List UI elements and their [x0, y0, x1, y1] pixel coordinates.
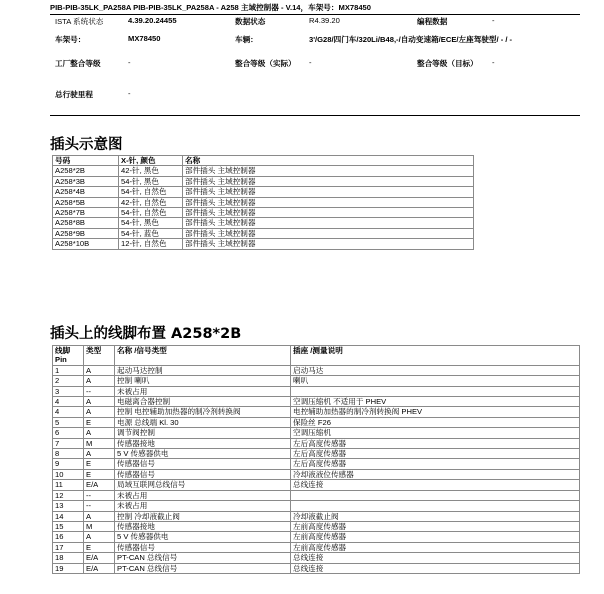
connector-code: A258*10B	[53, 239, 119, 249]
table-header-row	[53, 346, 580, 366]
ista-version: 4.39.20.24455	[128, 16, 177, 25]
pin-number: 4	[53, 407, 84, 417]
pin-number: 13	[53, 501, 84, 511]
pin-signal: 控制 喇叭	[115, 376, 291, 386]
table-row	[53, 501, 580, 511]
pin-number: 11	[53, 480, 84, 490]
connector-name: 部件插头 主域控制器	[183, 197, 474, 207]
pin-type: --	[84, 490, 115, 500]
connector-pins: 42-针, 黑色	[119, 166, 183, 176]
pin-description: 电控辅助加热器的制冷剂转换阀 PHEV	[291, 407, 580, 417]
connector-pins: 42-针, 自然色	[119, 197, 183, 207]
info-label: ISTA 系统状态	[55, 17, 104, 26]
pin-signal: 5 V 传感器供电	[115, 532, 291, 542]
column-header: 类型	[84, 346, 115, 366]
pin-signal: 电源 总线端 Kl. 30	[115, 417, 291, 427]
table-row	[53, 449, 580, 459]
connector-code: A258*8B	[53, 218, 119, 228]
pin-signal: 未被占用	[115, 386, 291, 396]
table-row	[53, 197, 474, 207]
pin-type: A	[84, 428, 115, 438]
pin-number: 18	[53, 553, 84, 563]
pin-description: 总线连接	[291, 563, 580, 573]
connector-code: A258*2B	[53, 166, 119, 176]
pin-signal: 起动马达控制	[115, 365, 291, 375]
table-row	[53, 521, 580, 531]
column-header: 插座 /测量说明	[291, 346, 580, 366]
connector-name: 部件插头 主域控制器	[183, 187, 474, 197]
table-row	[53, 563, 580, 573]
pin-number: 9	[53, 459, 84, 469]
pin-number: 8	[53, 449, 84, 459]
vehicle-value: 3'/G28/四门车/320Li/B48,-/自动变速箱/ECE/左座驾驶型/ - / -	[309, 35, 513, 44]
pin-description: 左后高度传感器	[291, 449, 580, 459]
mileage-value: -	[128, 89, 131, 98]
pin-type: E/A	[84, 480, 115, 490]
pin-number: 4	[53, 397, 84, 407]
pin-type: E/A	[84, 553, 115, 563]
pin-number: 6	[53, 428, 84, 438]
column-header: 名称 /信号类型	[115, 346, 291, 366]
pin-description: 左前高度传感器	[291, 532, 580, 542]
pin-signal: 局域互联网总线信号	[115, 480, 291, 490]
programming-data: -	[492, 16, 495, 25]
pin-type: A	[84, 532, 115, 542]
pin-type: E	[84, 459, 115, 469]
pin-number: 16	[53, 532, 84, 542]
connector-pins: 54-针, 黑色	[119, 176, 183, 186]
pin-type: M	[84, 438, 115, 448]
pin-signal: PT-CAN 总线信号	[115, 553, 291, 563]
vin-value: MX78450	[128, 34, 161, 43]
table-row	[53, 438, 580, 448]
connector-name: 部件插头 主域控制器	[183, 239, 474, 249]
vehicle-info-table	[50, 16, 582, 107]
table-row	[53, 469, 580, 479]
connector-code: A258*7B	[53, 208, 119, 218]
pin-type: E/A	[84, 563, 115, 573]
header-divider	[50, 14, 580, 15]
pin-number: 3	[53, 386, 84, 396]
connector-name: 部件插头 主域控制器	[183, 218, 474, 228]
pin-number: 15	[53, 521, 84, 531]
pin-number: 7	[53, 438, 84, 448]
table-row	[53, 218, 474, 228]
pin-signal: 控制 冷却液截止阀	[115, 511, 291, 521]
table-header-row	[53, 156, 474, 166]
pin-signal: 控制 电控辅助加热器的制冷剂转换阀	[115, 407, 291, 417]
pin-signal: 传感器接地	[115, 521, 291, 531]
table-row	[53, 208, 474, 218]
pin-description: 喇叭	[291, 376, 580, 386]
table-row	[53, 365, 580, 375]
table-row	[53, 386, 580, 396]
pin-description: 冷却液截止阀	[291, 511, 580, 521]
pin-type: A	[84, 449, 115, 459]
factory-level: -	[128, 58, 131, 67]
table-row	[53, 176, 474, 186]
pin-type: A	[84, 376, 115, 386]
pin-signal: 电磁离合器控制	[115, 397, 291, 407]
table-row	[53, 532, 580, 542]
pin-description: 冷却液液位传感器	[291, 469, 580, 479]
pin-number: 12	[53, 490, 84, 500]
connector-code: A258*3B	[53, 176, 119, 186]
pin-number: 17	[53, 542, 84, 552]
pin-number: 19	[53, 563, 84, 573]
table-row	[53, 397, 580, 407]
table-row	[53, 228, 474, 238]
data-status: R4.39.20	[309, 16, 340, 25]
table-row	[53, 417, 580, 427]
pin-description: 左后高度传感器	[291, 438, 580, 448]
pin-number: 10	[53, 469, 84, 479]
connector-code: A258*9B	[53, 228, 119, 238]
connector-name: 部件插头 主域控制器	[183, 176, 474, 186]
connector-name: 部件插头 主域控制器	[183, 166, 474, 176]
table-row	[53, 542, 580, 552]
pin-signal: 传感器接地	[115, 438, 291, 448]
column-header: 号码	[53, 156, 119, 166]
connector-code: A258*5B	[53, 197, 119, 207]
pin-signal: 传感器信号	[115, 542, 291, 552]
connector-pins: 54-针, 黑色	[119, 218, 183, 228]
connector-name: 部件插头 主域控制器	[183, 228, 474, 238]
pin-description: 空调压缩机 不适用于 PHEV	[291, 397, 580, 407]
info-label: 总行驶里程	[55, 90, 93, 99]
column-header: X-针, 颜色	[119, 156, 183, 166]
pin-type: --	[84, 501, 115, 511]
table-row	[53, 407, 580, 417]
pin-description: 左前高度传感器	[291, 521, 580, 531]
actual-level: -	[309, 58, 312, 67]
pin-table	[52, 345, 580, 574]
table-row	[53, 490, 580, 500]
pin-signal: 传感器信号	[115, 459, 291, 469]
connector-pins: 54-针, 自然色	[119, 208, 183, 218]
connector-pins: 12-针, 自然色	[119, 239, 183, 249]
table-row	[53, 428, 580, 438]
pin-type: E	[84, 469, 115, 479]
pin-description: 空调压缩机	[291, 428, 580, 438]
pin-description: 总线连接	[291, 480, 580, 490]
connector-name: 部件插头 主域控制器	[183, 208, 474, 218]
pin-description	[291, 386, 580, 396]
table-row	[53, 480, 580, 490]
table-row	[53, 511, 580, 521]
table-row	[53, 553, 580, 563]
pin-description: 总线连接	[291, 553, 580, 563]
connector-code: A258*4B	[53, 187, 119, 197]
pin-section-title: 插头上的线脚布置 A258*2B	[50, 326, 242, 342]
pin-signal: 5 V 传感器供电	[115, 449, 291, 459]
pin-number: 1	[53, 365, 84, 375]
vehicle-info-block	[50, 16, 582, 107]
table-row	[53, 187, 474, 197]
connector-pins: 54-针, 自然色	[119, 187, 183, 197]
info-label: 车辆：	[235, 35, 258, 44]
pin-description	[291, 490, 580, 500]
pin-type: A	[84, 511, 115, 521]
info-label: 整合等级（实际）	[235, 59, 296, 68]
connector-table	[52, 155, 474, 250]
pin-description	[291, 501, 580, 511]
pin-signal: 调节阀控制	[115, 428, 291, 438]
column-header: 线脚 Pin	[53, 346, 84, 366]
connector-pins: 54-针, 蓝色	[119, 228, 183, 238]
info-label: 编程数据	[417, 17, 448, 26]
info-label: 整合等级（目标）	[417, 59, 478, 68]
document-header: PIB-PIB-35LK_PA258A PIB-PIB-35LK_PA258A - A258 主域控制器 - V.14，车架号：MX78450	[50, 3, 372, 12]
pin-description: 启动马达	[291, 365, 580, 375]
table-row	[53, 459, 580, 469]
pin-number: 14	[53, 511, 84, 521]
pin-type: E	[84, 542, 115, 552]
pin-type: A	[84, 407, 115, 417]
pin-description: 左前高度传感器	[291, 542, 580, 552]
connector-section-title: 插头示意图	[50, 137, 123, 153]
pin-signal: 传感器信号	[115, 469, 291, 479]
pin-signal: PT-CAN 总线信号	[115, 563, 291, 573]
pin-description: 左后高度传感器	[291, 459, 580, 469]
pin-number: 2	[53, 376, 84, 386]
pin-number: 5	[53, 417, 84, 427]
pin-description: 保险丝 F26	[291, 417, 580, 427]
pin-type: E	[84, 417, 115, 427]
column-header: 名称	[183, 156, 474, 166]
pin-type: M	[84, 521, 115, 531]
pin-type: A	[84, 397, 115, 407]
info-divider	[50, 115, 580, 116]
pin-signal: 未被占用	[115, 490, 291, 500]
pin-signal: 未被占用	[115, 501, 291, 511]
info-label: 数据状态	[235, 17, 266, 26]
pin-type: --	[84, 386, 115, 396]
table-row	[53, 166, 474, 176]
target-level: -	[492, 58, 495, 67]
info-label: 工厂整合等级	[55, 59, 101, 68]
pin-type: A	[84, 365, 115, 375]
table-row	[53, 239, 474, 249]
table-row	[53, 376, 580, 386]
info-label: 车架号：	[55, 35, 86, 44]
